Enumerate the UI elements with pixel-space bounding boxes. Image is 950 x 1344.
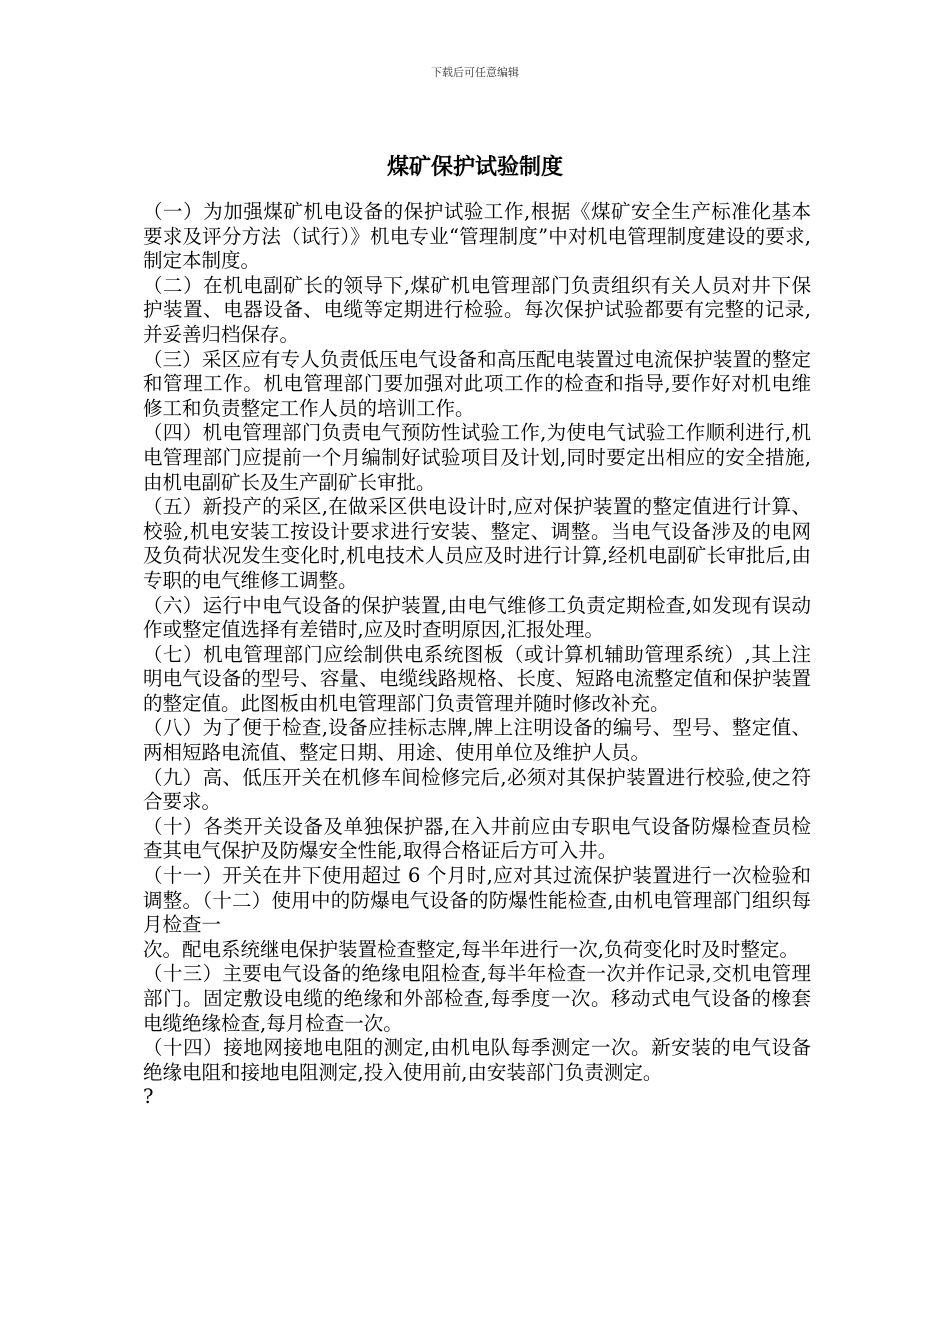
paragraph-8: （八）为了便于检查,设备应挂标志牌,牌上注明设备的编号、型号、整定值、两相短路电流值、整定日期、用途、使用单位及维护人员。: [143, 716, 811, 765]
paragraph-9: （九）高、低压开关在机修车间检修完后,必须对其保护装置进行校验,使之符合要求。: [143, 765, 811, 814]
paragraph-4: （四）机电管理部门负责电气预防性试验工作,为使电气试验工作顺利进行,机电管理部门应提前一个月编制好试验项目及计划,同时要定出相应的安全措施,由机电副矿长及生产副矿长审批。: [143, 421, 811, 494]
paragraph-5: （五）新投产的采区,在做采区供电设计时,应对保护装置的整定值进行计算、校验,机电安装工按设计要求进行安装、整定、调整。当电气设备涉及的电网及负荷状况发生变化时,机电技术人员应及时进行计算,经机电副矿长审批后,由专职的电气维修工调整。: [143, 495, 811, 592]
paragraph-1: （一）为加强煤矿机电设备的保护试验工作,根据《煤矿安全生产标准化基本要求及评分方法（试行）》机电专业“管理制度”中对机电管理制度建设的要求,制定本制度。: [143, 200, 811, 273]
header-note: 下载后可任意编辑: [431, 66, 519, 79]
paragraph-11-12: （十一）开关在井下使用超过 6 个月时,应对其过流保护装置进行一次检验和调整。（十二）使用中的防爆电气设备的防爆性能检查,由机电管理部门组织每月检查一: [143, 864, 811, 937]
paragraph-10: （十）各类开关设备及单独保护器,在入井前应由专职电气设备防爆检查员检查其电气保护及防爆安全性能,取得合格证后方可入井。: [143, 814, 811, 863]
paragraph-6: （六）运行中电气设备的保护装置,由电气维修工负责定期检查,如发现有误动作或整定值选择有差错时,应及时查明原因,汇报处理。: [143, 593, 811, 642]
paragraph-13: （十三）主要电气设备的绝缘电阻检查,每半年检查一次并作记录,交机电管理部门。固定敷设电缆的绝缘和外部检查,每季度一次。移动式电气设备的橡套电缆绝缘检查,每月检查一次。: [143, 962, 811, 1035]
paragraph-14: （十四）接地网接地电阻的测定,由机电队每季测定一次。新安装的电气设备绝缘电阻和接地电阻测定,投入使用前,由安装部门负责测定。: [143, 1036, 811, 1084]
trailing-mark: ?: [143, 1085, 154, 1109]
paragraph-7: （七）机电管理部门应绘制供电系统图板（或计算机辅助管理系统）,其上注明电气设备的型号、容量、电缆线路规格、长度、短路电流整定值和保护装置的整定值。此图板由机电管理部门负责管理并随时修改补充。: [143, 642, 811, 715]
paragraph-3: （三）采区应有专人负责低压电气设备和高压配电装置过电流保护装置的整定和管理工作。机电管理部门要加强对此项工作的检查和指导,要作好对机电维修工和负责整定工作人员的培训工作。: [143, 347, 811, 420]
document-title: 煤矿保护试验制度: [386, 154, 563, 180]
paragraph-2: （二）在机电副矿长的领导下,煤矿机电管理部门负责组织有关人员对井下保护装置、电器设备、电缆等定期进行检验。每次保护试验都要有完整的记录,并妥善归档保存。: [143, 273, 811, 346]
document-body: [143, 200, 811, 1110]
paragraph-12-continued: 次。配电系统继电保护装置检查整定,每半年进行一次,负荷变化时及时整定。: [143, 937, 799, 961]
